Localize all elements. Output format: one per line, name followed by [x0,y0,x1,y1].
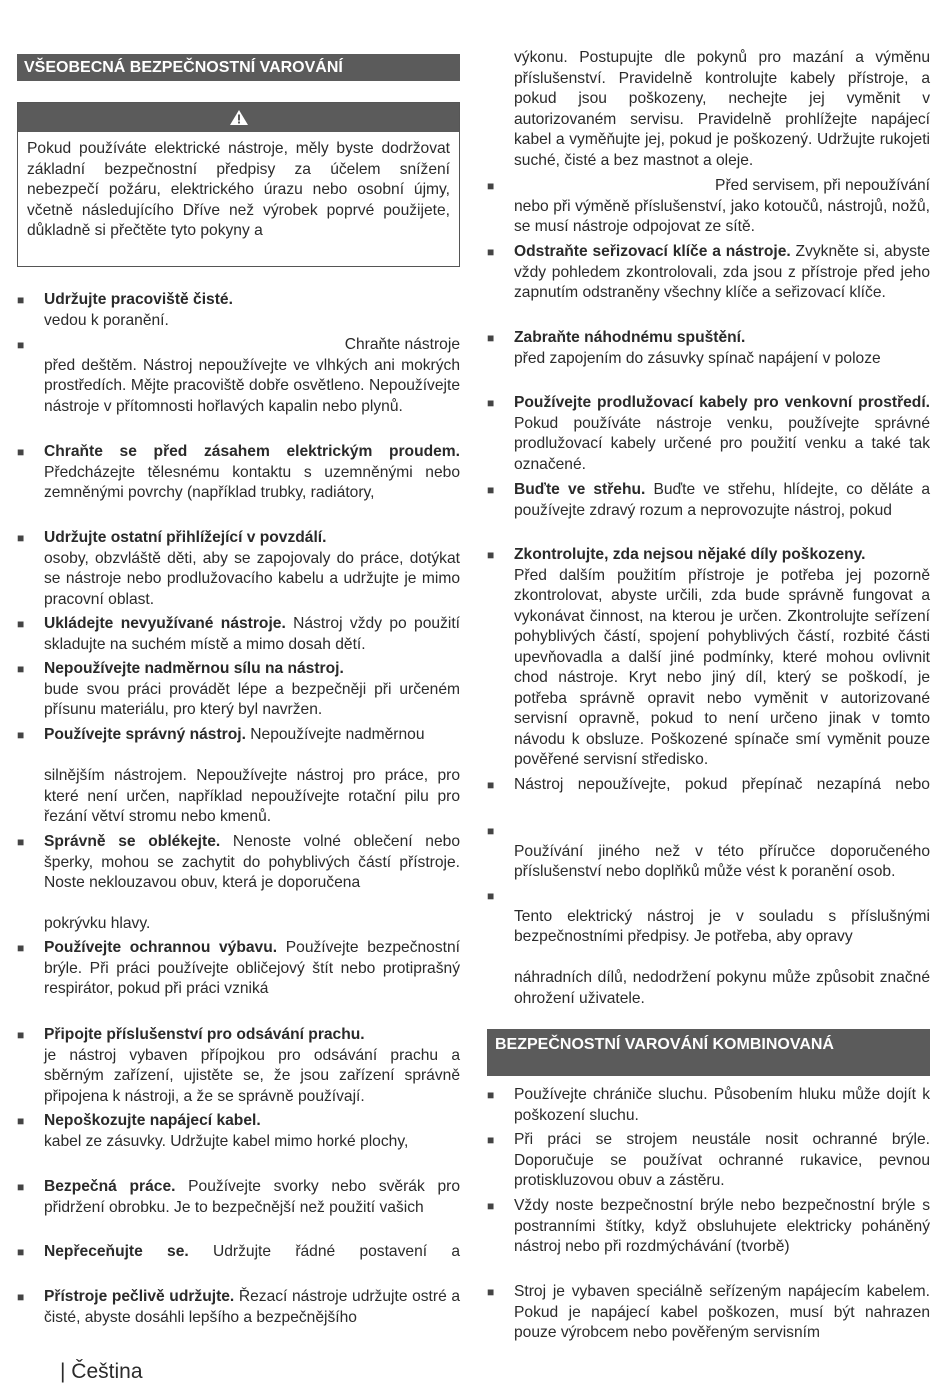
item-text: Tento elektrický nástroj je v souladu s příslušnými bezpečnostními předpisy. Je potřeba, aby opravy [514,907,930,945]
bullet-icon: ■ [487,1285,495,1299]
bullet-icon: ■ [17,941,25,955]
list-item [17,290,460,332]
bullet-icon: ■ [17,835,25,849]
bullet-icon: ■ [17,1180,25,1194]
list-item [487,1196,930,1258]
list-item [17,938,460,1000]
item-text: Před dalším použitím přístroje je potřeba jej pozorně zkontrolovat, abyste určili, zda bude správně fungovat a vykonávat činnost, na kterou je určen. Zkontrolujte seřízení pohyblivých částí, spojení pohyblivých částí, rozbité části upevňovadla a další jiné podmínky, které mohou ovlivnit chod nástroje. Kryt nebo jiný díl, který se poškodí, je potřeba správně opravit nebo vyměnit v autorizované servisní opravně, pokud to není určeno jinak v tomto návodu k obsluze. Poškozené spínače smí vyměnit pouze pověřené servisní středisko. [514,566,930,768]
bullet-icon: ■ [17,1290,25,1304]
bullet-icon: ■ [487,1088,495,1102]
bullet-icon: ■ [17,531,25,545]
list-item [17,725,460,829]
item-text: Používejte bezpečnostní brýle. Při práci používejte obličejový štít nebo protiprašný respirátor, pokud při práci vzniká [44,939,460,997]
item-text: kabel ze zásuvky. Udržujte kabel mimo horké plochy, [44,1132,409,1150]
section-title-general-safety: VŠEOBECNÁ BEZPEČNOSTNÍ VAROVÁNÍ [17,54,460,81]
list-item [17,442,460,504]
item-text: Udržujte řádné postavení a [213,1243,460,1260]
item-heading: Přístroje pečlivě udržujte. [44,1288,235,1305]
list-item [487,1282,930,1344]
item-text: Používejte svorky nebo svěrák pro přidržení obrobku. Je to bezpečnější než použití vašich [44,1178,460,1216]
bullet-icon: ■ [487,179,495,193]
item-text: Buďte ve střehu, hlídejte, co děláte a používejte zdravý rozum a neprovozujte nástroj, pokud [514,481,930,519]
list-item [17,1287,460,1329]
bullet-icon: ■ [17,728,25,742]
item-heading: Používejte prodlužovací kabely pro venkovní prostředí. [514,394,930,411]
item-text: Používejte chrániče sluchu. Působením hluku může dojít k poškození sluchu. [514,1086,930,1124]
item-text: výkonu. Postupujte dle pokynů pro mazání a výměnu příslušenství. Pravidelně kontrolujte kabely přístroje, a pokud jsou poškozeny, nechejte jej vyměnit v autorizovaném servisu. Pravidelně prohlížejte napájecí kabel a vyměňujte jej, pokud je poškozený. Udržujte rukojeti suché, čisté a bez mastnot a oleje. [514,49,930,169]
list-item [17,1177,460,1219]
item-heading: Zkontrolujte, zda nejsou nějaké díly poškozeny. [514,546,866,563]
item-text: před zapojením do zásuvky spínač napájení v poloze [514,349,881,367]
bullet-icon: ■ [487,889,495,903]
item-text-continued: silnějším nástrojem. Nepoužívejte nástroj pro práce, pro které není určen, například nepoužívejte rotační pilu pro řezání větví stromu nebo kmenů. [44,767,460,825]
list-item [17,1242,460,1264]
list-item [487,393,930,477]
page-footer-language: | Čeština [60,1360,143,1383]
list-item [487,1085,930,1127]
item-text: Nepoužívejte nadměrnou [250,726,425,743]
bullet-icon: ■ [17,1114,25,1128]
item-text: Vždy noste bezpečnostní brýle nebo bezpečnostní brýle s postranními štítky, když obsluhujete elektricky poháněný nástroj nebo při rozdmýchávání (tvorbě) [514,1197,930,1255]
bullet-icon: ■ [487,1133,495,1147]
item-lead: Před servisem, při nepoužívání [715,177,930,194]
list-item [487,775,930,797]
bullet-icon: ■ [487,824,495,838]
warning-header [18,103,459,132]
list-item [487,242,930,326]
list-item [17,614,460,656]
list-item [487,176,930,238]
item-text: Nástroj nepoužívejte, pokud přepínač nezapíná nebo [514,776,930,793]
list-item [17,335,460,439]
item-text-continued: náhradních dílů, nedodržení pokynu může způsobit značné ohrožení uživatele. [514,969,930,1007]
bullet-icon: ■ [487,548,495,562]
item-heading: Ukládejte nevyužívané nástroje. [44,615,286,632]
bullet-icon: ■ [17,617,25,631]
bullet-icon: ■ [17,662,25,676]
item-text: Používání jiného než v této příručce doporučeného příslušenství nebo doplňků může vést k poranění osob. [514,842,930,880]
bullet-icon: ■ [487,483,495,497]
item-heading: Udržujte pracoviště čisté. [44,291,233,308]
item-text-continued: pokrývku hlavy. [44,915,151,932]
item-text: před deštěm. Nástroj nepoužívejte ve vlhkých ani mokrých prostředích. Mějte pracoviště dobře osvětleno. Nepoužívejte nástroje v přítomnosti hořlavých kapalin nebo plynů. [44,356,460,415]
item-heading: Používejte správný nástroj. [44,726,246,743]
item-text: Pokud používáte nástroje venku, používejte správné prodlužovací kabely určené pro použití venku a také tak označené. [514,414,930,473]
item-text: osoby, obzvláště děti, aby se zapojovaly do práce, dotýkat se nástroje nebo prodlužovacího kabelu a udržujte je mimo pracovní oblast. [44,549,460,608]
bullet-icon: ■ [17,445,25,459]
item-text: Řezací nástroje udržujte ostré a čisté, abyste dosáhli lepšího a bezpečnějšího [44,1288,460,1326]
warning-text: Pokud používáte elektrické nástroje, měly byste dodržovat základní bezpečnostní předpisy za účelem snížení nebezpečí požáru, elektrického úrazu nebo osobní újmy, včetně následujícího Dříve než výrobek poprvé použijete, důkladně si přečtěte tyto pokyny a [27,140,450,239]
item-text: Nástroj vždy po použití skladujte na suchém místě a mimo dosah dětí. [44,615,460,653]
bullet-icon: ■ [17,1245,25,1259]
item-heading: Nepoužívejte nadměrnou sílu na nástroj. [44,660,344,677]
list-item [17,1025,460,1109]
item-heading: Nepřeceňujte se. [44,1243,189,1260]
item-heading: Bezpečná práce. [44,1178,176,1195]
item-text: Při práci se strojem neustále nosit ochranné brýle. Doporučuje se používat ochranné rukavice, pevnou protiskluzovou obuv a zástěru. [514,1131,930,1189]
section-title-combined-safety: BEZPEČNOSTNÍ VAROVÁNÍ KOMBINOVANÁ [487,1029,930,1076]
item-heading: Správně se oblékejte. [44,833,221,850]
item-text: Stroj je vybaven speciálně seřízeným napájecím kabelem. Pokud je napájecí kabel poškozen, musí být nahrazen pouze výrobcem nebo pověřeným servisním [514,1283,930,1341]
item-text: Zvykněte si, abyste vždy pohledem zkontrolovali, zda jsou z přístroje před jeho zapnutím odstraněny všechny klíče a seřizovací klíče. [514,243,930,301]
bullet-icon: ■ [487,778,495,792]
item-heading: Chraňte se před zásahem elektrickým proudem. [44,443,460,460]
bullet-icon: ■ [17,1028,25,1042]
list-item [487,821,930,883]
item-text: bude svou práci provádět lépe a bezpečněji při určeném přísunu materiálu, pro který byl navržen. [44,680,460,718]
continued-paragraph [487,48,930,172]
item-heading: Používejte ochrannou výbavu. [44,939,278,956]
list-item [487,545,930,771]
item-lead: Chraňte nástroje [344,336,460,353]
item-text: Předcházejte tělesnému kontaktu s uzemněnými nebo zemněnými povrchy (například trubky, radiátory, [44,463,460,501]
item-heading: Nepoškozujte napájecí kabel. [44,1112,261,1129]
list-item [17,659,460,721]
item-text: je nástroj vybaven přípojkou pro odsávání prachu a sběrným zařízení, ujistěte se, že jsou zařízení správně připojena k nástroji, a že se správně používají. [44,1046,460,1105]
list-item [487,480,930,522]
item-text: vedou k poranění. [44,311,169,329]
bullet-icon: ■ [487,331,495,345]
item-heading: Udržujte ostatní přihlížející v povzdálí. [44,529,327,546]
item-heading: Buďte ve střehu. [514,481,646,498]
list-item [17,1111,460,1153]
bullet-icon: ■ [487,396,495,410]
bullet-icon: ■ [487,1199,495,1213]
item-text: nebo při výměně příslušenství, jako kotoučů, nástrojů, nožů, se musí nástroje odpojovat ze sítě. [514,197,930,235]
bullet-icon: ■ [17,293,25,307]
list-item [487,886,930,1010]
list-item [487,328,930,370]
item-text: Nenoste volné oblečení nebo šperky, mohou se zachytit do pohyblivých částí přístroje. Noste neklouzavou obuv, která je doporučena [44,833,460,891]
list-item [17,528,460,612]
item-heading: Odstraňte seřizovací klíče a nástroje. [514,243,791,260]
item-heading: Připojte příslušenství pro odsávání prachu. [44,1026,365,1043]
bullet-icon: ■ [487,245,495,259]
warning-triangle-icon [229,109,249,126]
warning-box [17,102,460,267]
list-item [487,1130,930,1192]
list-item [17,832,460,936]
item-heading: Zabraňte náhodnému spuštění. [514,329,746,346]
bullet-icon: ■ [17,338,25,352]
